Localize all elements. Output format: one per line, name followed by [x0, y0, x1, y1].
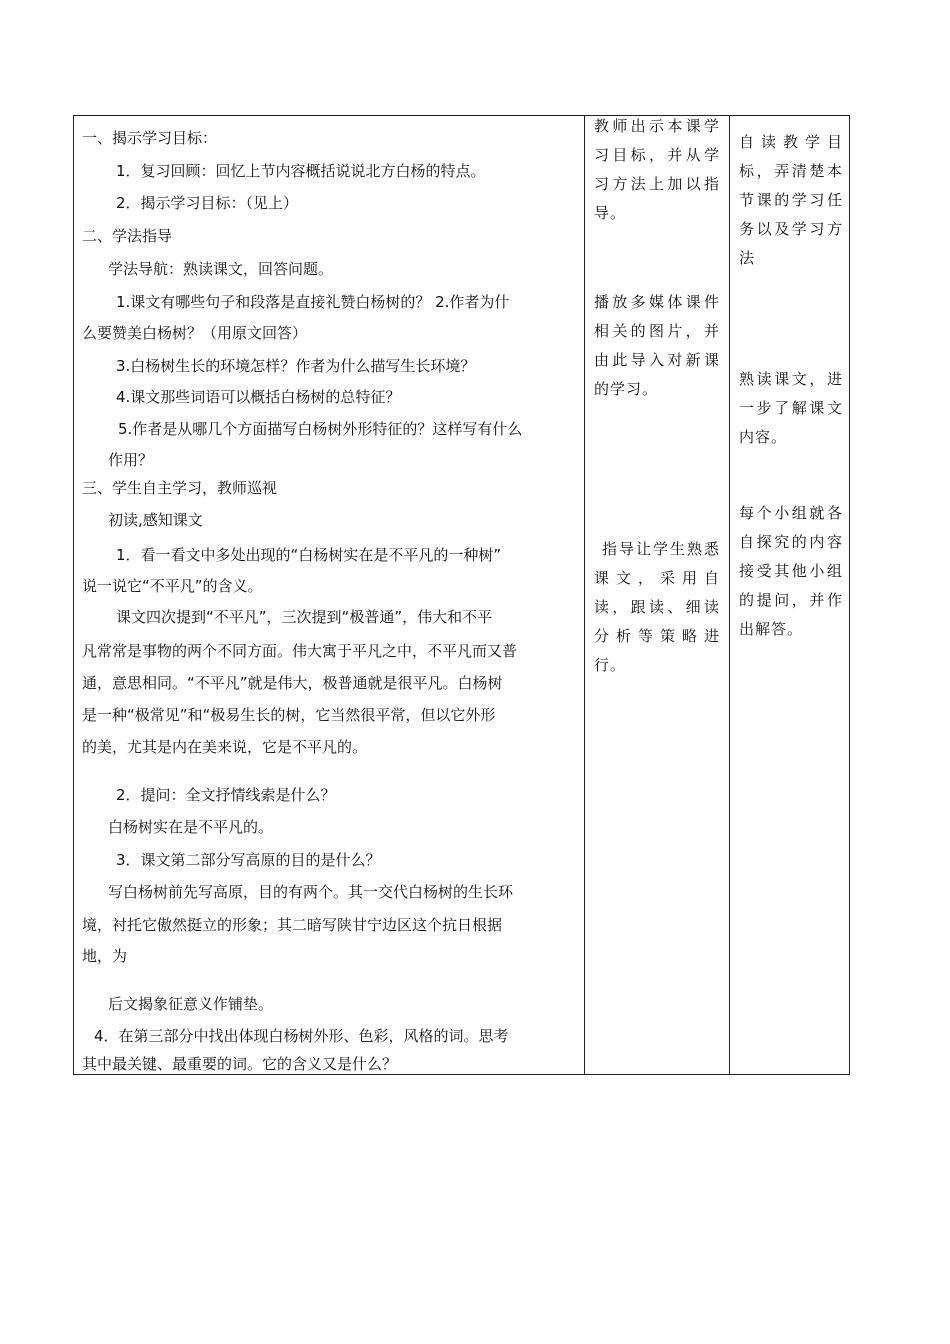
- content-line: 通，意思相同。“不平凡”就是伟大，极普通就是很平凡。白杨树: [82, 674, 503, 692]
- content-line: 初读,感知课文: [108, 511, 203, 529]
- teacher-activity-column: [585, 116, 730, 1074]
- content-line: 1.课文有哪些句子和段落是直接礼赞白杨树的？ 2.作者为什: [116, 293, 510, 311]
- content-line: 4．在第三部分中找出体现白杨树外形、色彩，风格的词。思考: [94, 1027, 509, 1045]
- content-line: 3．课文第二部分写高原的目的是什么？: [116, 851, 381, 869]
- teacher-activity-note: 指导让学生熟悉课文，采用自读，跟读、细读分析等策略进行。: [594, 540, 720, 674]
- section-heading: 二、学法指导: [82, 227, 173, 245]
- content-line: 1．看一看文中多处出现的“白杨树实在是不平凡的一种树”: [116, 546, 502, 564]
- student-activity-column: [731, 116, 849, 1074]
- content-line: 境，衬托它傲然挺立的形象；其二暗写陕甘宁边区这个抗日根据: [82, 916, 503, 934]
- content-line: 1．复习回顾：回忆上节内容概括说说北方白杨的特点。: [116, 162, 486, 180]
- content-line: 是一种“极常见”和“极易生长的树，它当然很平常，但以它外形: [82, 706, 496, 724]
- content-line: 凡常常是事物的两个不同方面。伟大寓于平凡之中，不平凡而又普: [82, 642, 518, 660]
- teacher-activity-note: 教师出示本课学习目标，并从学习方法上加以指导。: [594, 117, 720, 222]
- content-line: 后文揭象征意义作铺垫。: [108, 995, 274, 1013]
- content-line: 其中最关键、最重要的词。它的含义又是什么？: [82, 1055, 398, 1073]
- content-line: 说一说它“不平凡”的含义。: [82, 577, 263, 595]
- content-line: 写白杨树前先写高原，目的有两个。其一交代白杨树的生长环: [108, 883, 514, 901]
- student-activity-note: 自读教学目标，弄清楚本节课的学习任务以及学习方法: [739, 133, 843, 267]
- content-line: 白杨树实在是不平凡的。: [108, 818, 274, 836]
- learning-content-column: [74, 116, 584, 1074]
- content-line: 课文四次提到“不平凡”，三次提到“极普通”，伟大和不平: [116, 608, 493, 626]
- section-heading: 一、揭示学习目标：: [82, 129, 218, 147]
- section-heading: 三、学生自主学习，教师巡视: [82, 479, 278, 497]
- content-line: 地，为: [82, 947, 128, 965]
- teacher-activity-note: 播放多媒体课件相关的图片，并由此导入对新课的学习。: [594, 293, 720, 398]
- content-line: 作用？: [108, 451, 154, 469]
- content-line: 2．揭示学习目标：（见上）: [116, 194, 299, 212]
- student-activity-note: 熟读课文，进一步了解课文内容。: [739, 370, 843, 446]
- content-line: 2．提问：全文抒情线索是什么？: [116, 786, 336, 804]
- lesson-plan-table: [73, 115, 850, 1075]
- content-line: 4.课文那些词语可以概括白杨树的总特征？: [116, 388, 401, 406]
- content-line: 3.白杨树生长的环境怎样？作者为什么描写生长环境？: [116, 357, 476, 375]
- content-line: 学法导航：熟读课文，回答问题。: [108, 260, 334, 278]
- content-line: 的美，尤其是内在美来说，它是不平凡的。: [82, 738, 368, 756]
- student-activity-note: 每个小组就各自探究的内容接受其他小组的提问，并作出解答。: [739, 504, 843, 638]
- content-line: 么要赞美白杨树？（用原文回答）: [82, 324, 308, 342]
- content-line: 5.作者是从哪几个方面描写白杨树外形特征的？这样写有什么: [118, 420, 523, 438]
